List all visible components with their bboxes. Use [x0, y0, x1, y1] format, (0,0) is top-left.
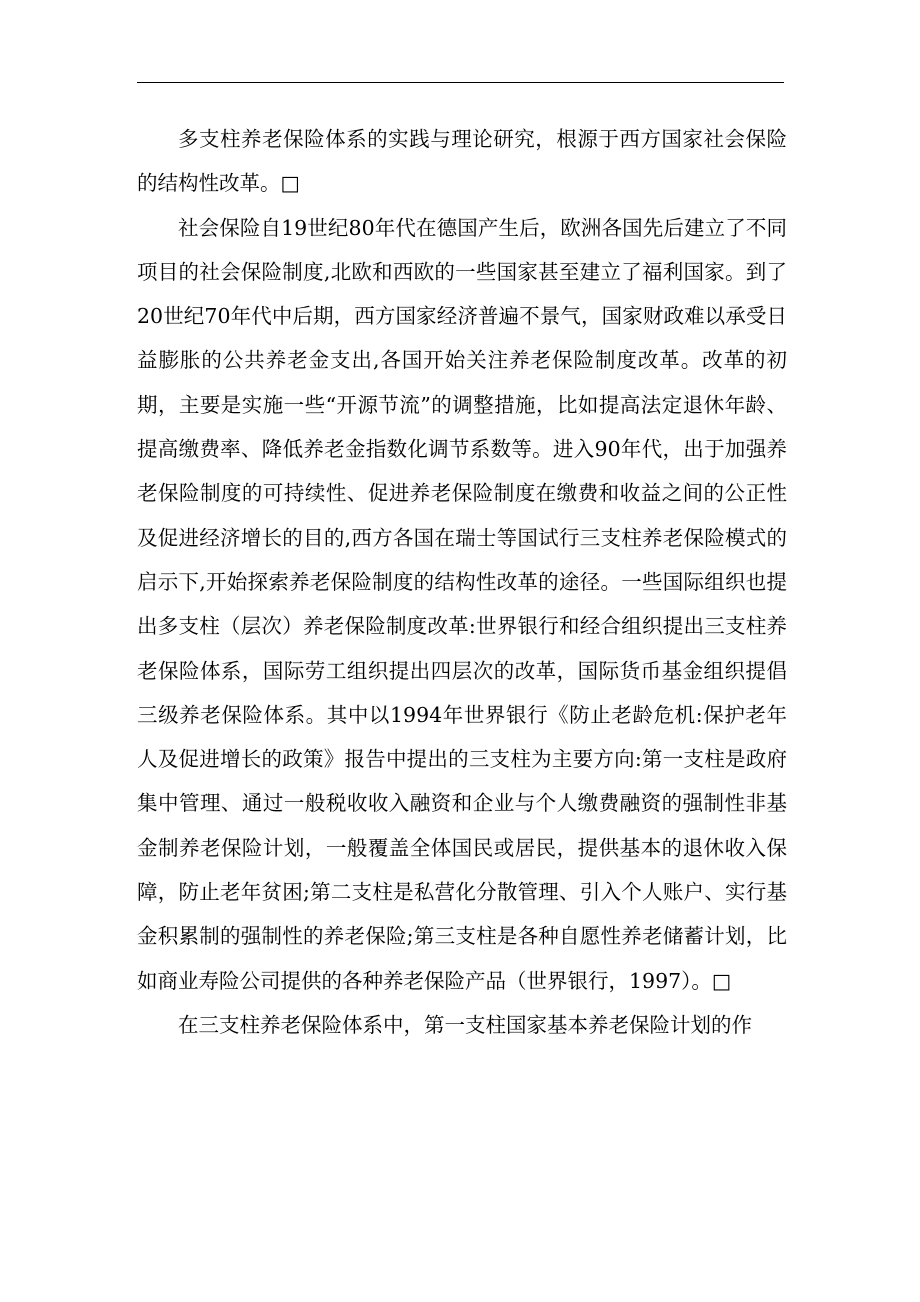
paragraph: 多支柱养老保险体系的实践与理论研究，根源于西方国家社会保险的结构性改革。□	[137, 127, 787, 196]
paragraph: 社会保险自19世纪80年代在德国产生后，欧洲各国先后建立了不同项目的社会保险制度,北欧和西欧的一些国家甚至建立了福利国家。到了20世纪70年代中后期，西方国家经济普遍不景气，国家财政难以承受日益膨胀的公共养老金支出,各国开始关注养老保险制度改革。改革的初期，主要是实施一些“开源节流”的调整措施，比如提高法定退休年龄、提高缴费率、降低养老金指数化调节系数等。进入90年代，出于加强养老保险制度的可持续性、促进养老保险制度在缴费和收益之间的公正性及促进经济增长的目的,西方各国在瑞士等国试行三支柱养老保险模式的启示下,开始探索养老保险制度的结构性改革的途径。一些国际组织也提出多支柱（层次）养老保险制度改革:世界银行和经合组织提出三支柱养老保险体系，国际劳工组织提出四层次的改革，国际货币基金组织提倡三级养老保险体系。其中以1994年世界银行《防止老龄危机:保护老年人及促进增长的政策》报告中提出的三支柱为主要方向:第一支柱是政府集中管理、通过一般税收收入融资和企业与个人缴费融资的强制性非基金制养老保险计划，一般覆盖全体国民或居民，提供基本的退休收入保障，防止老年贫困;第二支柱是私营化分散管理、引入个人账户、实行基金积累制的强制性的养老保险;第三支柱是各种自愿性养老储蓄计划，比如商业寿险公司提供的各种养老保险产品（世界银行，1997）。□	[137, 215, 787, 993]
body-text	[137, 117, 787, 1047]
header-rule	[137, 82, 784, 83]
paragraph: 在三支柱养老保险体系中，第一支柱国家基本养老保险计划的作	[178, 1012, 752, 1037]
